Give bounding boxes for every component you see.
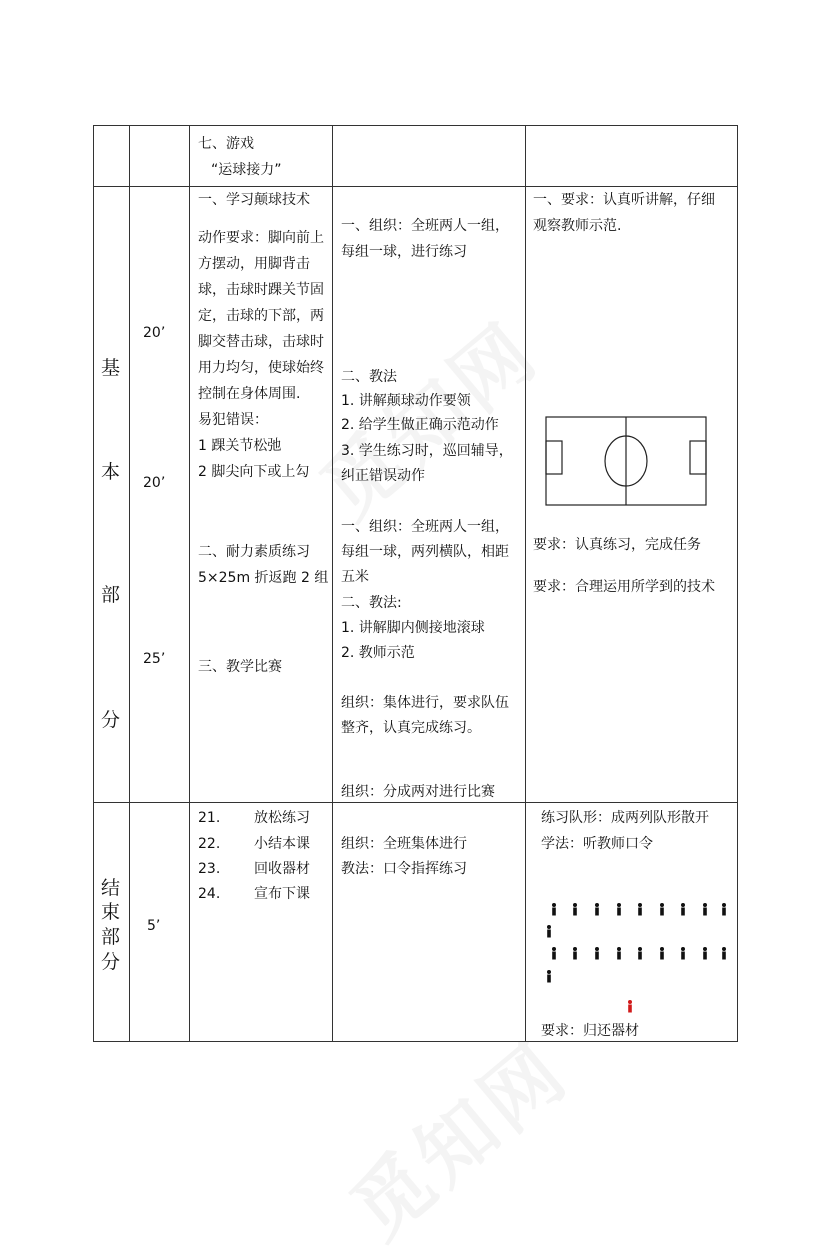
content-endurance-detail: 5×25m 折返跑 2 组: [198, 570, 329, 586]
end-formation: 练习队形：成两列队形散开: [541, 810, 709, 826]
student-figure: [638, 903, 642, 916]
student-figure: [595, 947, 599, 960]
section-basic-1: 基: [101, 357, 121, 379]
org-1a: 一、组织：全班两人一组，: [341, 218, 509, 234]
student-figure: [703, 947, 707, 960]
method-1-step2: 2. 给学生做正确示范动作: [341, 417, 499, 433]
content-line: 动作要求：脚向前上: [198, 230, 324, 246]
req-3: 要求：合理运用所学到的技术: [533, 579, 715, 595]
student-figure: [722, 947, 726, 960]
section-end-3: 部: [101, 926, 121, 948]
content-line: 用力均匀，使球始终: [198, 360, 324, 376]
req-1a: 一、要求：认真听讲解，仔细: [533, 192, 715, 208]
end-item-2-num: 22.: [198, 836, 221, 852]
end-item-3-num: 23.: [198, 861, 221, 877]
end-item-4-text: 宣布下课: [254, 886, 310, 902]
student-figure: [617, 947, 621, 960]
content-line: 方摆动，用脚背击: [198, 256, 310, 272]
content-line: 一、学习颠球技术: [198, 192, 310, 208]
teacher-figure: [628, 1000, 632, 1013]
content-endurance-title: 二、耐力素质练习: [198, 544, 310, 560]
end-item-1-num: 21.: [198, 810, 221, 826]
student-figure: [547, 970, 551, 983]
end-requirement: 要求：归还器材: [541, 1023, 639, 1039]
game-name: “运球接力”: [211, 162, 282, 178]
end-item-4-num: 24.: [198, 886, 221, 902]
student-figure: [660, 947, 664, 960]
method-2-step2: 2. 教师示范: [341, 645, 415, 661]
content-line: 2 脚尖向下或上勾: [198, 464, 310, 480]
content-spacer: [198, 213, 324, 225]
formation-diagram: [540, 896, 735, 1020]
student-figure: [638, 947, 642, 960]
end-method: 教法：口令指挥练习: [341, 861, 467, 877]
end-time: 5’: [147, 918, 161, 934]
end-item-3-text: 回收器材: [254, 861, 310, 877]
method-2-step1: 1. 讲解脚内侧接地滚球: [341, 620, 485, 636]
content-line: 控制在身体周围.: [198, 386, 301, 402]
content-line: 1 踝关节松弛: [198, 438, 282, 454]
soccer-field-diagram: [545, 416, 707, 506]
student-figure: [573, 947, 577, 960]
student-figure: [547, 925, 551, 938]
student-figure: [552, 903, 556, 916]
org-3b: 整齐，认真完成练习。: [341, 720, 481, 736]
student-figure: [595, 903, 599, 916]
student-figure: [722, 903, 726, 916]
content-line: 易犯错误：: [198, 412, 268, 428]
req-1b: 观察教师示范.: [533, 218, 622, 234]
section-basic-2: 本: [101, 461, 121, 483]
student-figure: [617, 903, 621, 916]
end-learning: 学法：听教师口令: [541, 836, 653, 852]
method-1-step1: 1. 讲解颠球动作要领: [341, 393, 471, 409]
student-figure: [681, 947, 685, 960]
org-3a: 组织：集体进行，要求队伍: [341, 695, 509, 711]
org-1b: 每组一球，进行练习: [341, 244, 467, 260]
end-item-2-text: 小结本课: [254, 836, 310, 852]
section-basic-4: 分: [101, 709, 121, 731]
end-org: 组织：全班集体进行: [341, 836, 467, 852]
watermark: [323, 1012, 588, 1260]
game-title: 七、游戏: [198, 136, 254, 152]
method-1-step3b: 纠正错误动作: [341, 468, 425, 484]
method-1-step3: 3. 学生练习时，巡回辅导，: [341, 443, 513, 459]
section-end-2: 束: [101, 901, 121, 923]
org-2b: 每组一球，两列横队，相距: [341, 544, 509, 560]
student-figure: [660, 903, 664, 916]
content-match: 三、教学比赛: [198, 659, 282, 675]
org-2a: 一、组织：全班两人一组，: [341, 519, 509, 535]
req-2: 要求：认真练习，完成任务: [533, 537, 701, 553]
time-1: 20’: [143, 325, 166, 341]
content-line: 球，击球时踝关节固: [198, 282, 324, 298]
section-end-1: 结: [101, 877, 121, 899]
end-item-1-text: 放松练习: [254, 810, 310, 826]
method-2: 二、教法:: [341, 595, 402, 611]
student-figure: [552, 947, 556, 960]
student-figure: [573, 903, 577, 916]
section-end-4: 分: [101, 951, 121, 973]
org-2c: 五米: [341, 569, 369, 585]
content-juggling: [198, 187, 324, 485]
time-2: 20’: [143, 475, 166, 491]
student-figure: [681, 903, 685, 916]
org-4: 组织：分成两对进行比赛: [341, 784, 495, 800]
section-basic-3: 部: [101, 584, 121, 606]
time-3: 25’: [143, 651, 166, 667]
method-1: 二、教法: [341, 369, 397, 385]
content-line: 脚交替击球，击球时: [198, 334, 324, 350]
student-figure: [703, 903, 707, 916]
content-line: 定，击球的下部，两: [198, 308, 324, 324]
